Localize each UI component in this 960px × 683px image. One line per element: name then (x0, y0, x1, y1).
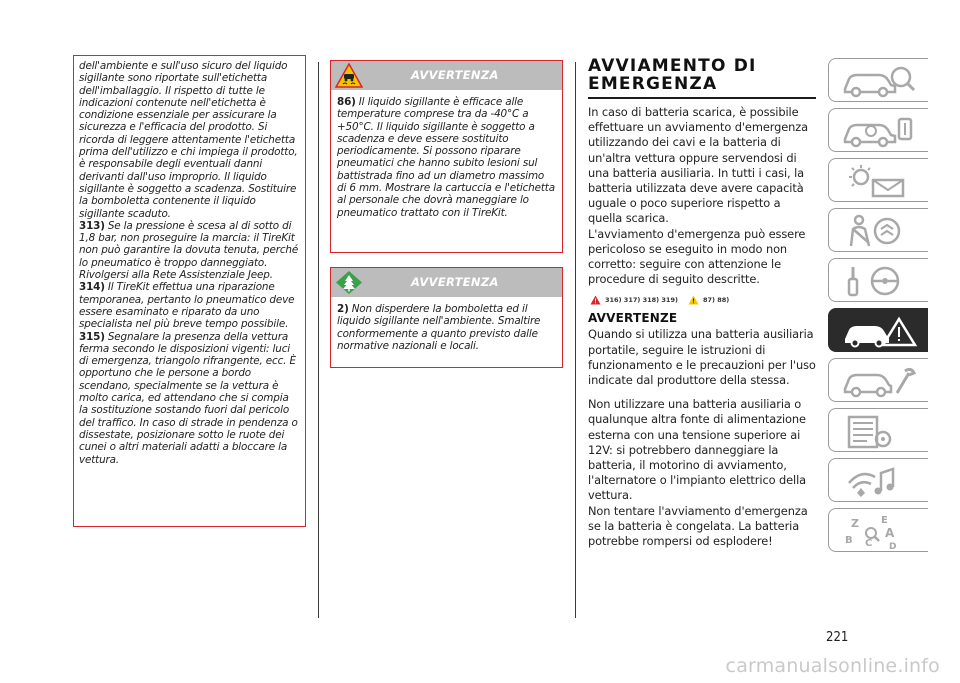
warning-header (331, 268, 562, 297)
svg-text:Z: Z (851, 517, 859, 530)
multimedia-icon (841, 463, 921, 499)
title-underline (588, 97, 816, 99)
seatbelt-airbag-icon (841, 213, 921, 249)
column-divider (318, 62, 319, 618)
warning-continuation-box (73, 55, 306, 527)
warning-box-86 (330, 60, 563, 253)
svg-text:B: B (845, 535, 853, 546)
tab-technical-data[interactable] (828, 408, 928, 452)
tab-maintenance[interactable] (828, 358, 928, 402)
tab-emergency[interactable] (828, 308, 928, 352)
danger-refs: 316) 317) 318) 319) (605, 296, 678, 305)
page-number: 221 (826, 630, 849, 645)
car-info-icon (841, 63, 921, 99)
lights-mail-icon (841, 163, 921, 199)
caution-triangle-icon (688, 295, 699, 305)
tab-multimedia[interactable] (828, 458, 928, 502)
warning-body: 86) Il liquido sigillante è efficace alle temperature comprese tra da -40°C a +50°C. Il liquido sigillante è soggetto a scadenza e deve essere sostituito periodicamente. Si possono riparare pneumatici che hanno subito lesioni sul battistrada fino ad un diametro massimo di 6 mm. Mostrare la cartuccia e l'etichetta al personale che dovrà maneggiare lo pneumatico trattato con il TireKit. (337, 96, 555, 219)
svg-text:C: C (865, 538, 873, 549)
tab-driving[interactable] (828, 258, 928, 302)
watermark: carmanualsonline.info (725, 655, 940, 677)
tab-safety[interactable] (828, 208, 928, 252)
caution-refs: 87) 88) (702, 296, 730, 305)
tab-index[interactable] (828, 508, 928, 552)
tree-icon (335, 270, 363, 297)
section-title: AVVIAMENTO DI EMERGENZA (588, 56, 757, 94)
emergency-car-icon (841, 313, 921, 349)
svg-text:D: D (889, 542, 897, 549)
reference-row (590, 295, 818, 305)
chapter-tabs (828, 58, 928, 558)
danger-triangle-icon (590, 295, 601, 305)
technical-data-icon (841, 413, 921, 449)
subsection-heading: AVVERTENZE (588, 311, 678, 326)
note-313: 313) Se la pressione è scesa al di sotto di 1,8 bar, non proseguire la marcia: il TireKit non può garantire la dovuta tenuta, perché lo pneumatico è troppo danneggiato. Rivolgersi alla Rete Assistenziale Jeep. (79, 219, 299, 282)
column-divider (575, 62, 576, 618)
warning-title: AVVERTENZA (411, 275, 499, 289)
svg-text:A: A (885, 526, 895, 540)
paragraph: L'avviamento d'emergenza può essere pericoloso se eseguito in modo non corretto: seguire con attenzione le procedure di seguito descritte. (588, 226, 806, 287)
svg-text:E: E (881, 515, 888, 526)
maintenance-car-icon (841, 363, 921, 399)
tab-car-info[interactable] (828, 58, 928, 102)
paragraph: Quando si utilizza una batteria ausiliaria portatile, seguire le istruzioni di funzionamento e le precauzioni per l'uso indicate dal produttore della stessa. (588, 327, 816, 388)
paragraph: Non tentare l'avviamento d'emergenza se la batteria è congelata. La batteria potrebbe rompersi od esplodere! (588, 503, 808, 549)
tab-dashboard[interactable] (828, 108, 928, 152)
dashboard-car-icon (841, 113, 921, 149)
driving-steering-icon (841, 263, 921, 299)
intro-text: dell'ambiente e sull'uso sicuro del liquido sigillante sono riportate sull'etichetta dell'imballaggio. Il rispetto di tutte le indicazioni contenute nell'etichetta è condizione essenziale per assicurare la sicurezza e l'efficacia del prodotto. Si ricorda di leggere attentamente l'etichetta prima dell'utilizzo e chi impiega il prodotto, è responsabile degli eventuali danni derivanti dall'uso improprio. Il liquido sigillante è soggetto a scadenza. Sostituire la bomboletta contenente il liquido sigillante scaduto. (79, 60, 298, 220)
warning-body: 2) Non disperdere la bomboletta ed il liquido sigillante nell'ambiente. Smaltire conformemente a quanto previsto dalle normative nazionali e locali. (337, 303, 541, 352)
warning-box-2 (330, 267, 563, 368)
skid-car-icon (335, 63, 363, 90)
tab-lights[interactable] (828, 158, 928, 202)
note-314: 314) Il TireKit effettua una riparazione temporanea, pertanto lo pneumatico deve essere esaminato e riparato da uno specialista nel più breve tempo possibile. (79, 281, 295, 331)
warning-title: AVVERTENZA (411, 68, 499, 82)
paragraph: In caso di batteria scarica, è possibile effettuare un avviamento d'emergenza utilizzando dei cavi e la batteria di un'altra vettura oppure servendosi di una batteria ausiliaria. In tutti i casi, la batteria utilizzata deve avere capacità uguale o poco superiore rispetto a quella scarica. (588, 105, 809, 226)
note-315: 315) Segnalare la presenza della vettura ferma secondo le disposizioni vigenti: luci di emergenza, triangolo rifrangente, ecc. È opportuno che le persone a bordo scendano, specialmente se la vettura è molto carica, ed attendano che si compia la sostituzione sostando fuori dal pericolo del traffico. In caso di strade in pendenza o dissestate, posizionare sotto le ruote dei cunei o altri materiali adatti a bloccare la vettura. (79, 330, 298, 466)
index-letters-icon (841, 513, 921, 549)
warning-header (331, 61, 562, 90)
paragraph: Non utilizzare una batteria ausiliaria o qualunque altra fonte di alimentazione esterna con una tensione superiore ai 12V: si potrebbero danneggiare la batteria, il motorino di avviamento, l'alternatore o l'impianto elettrico della vettura. (588, 397, 807, 503)
emergency-start-section (588, 57, 818, 549)
